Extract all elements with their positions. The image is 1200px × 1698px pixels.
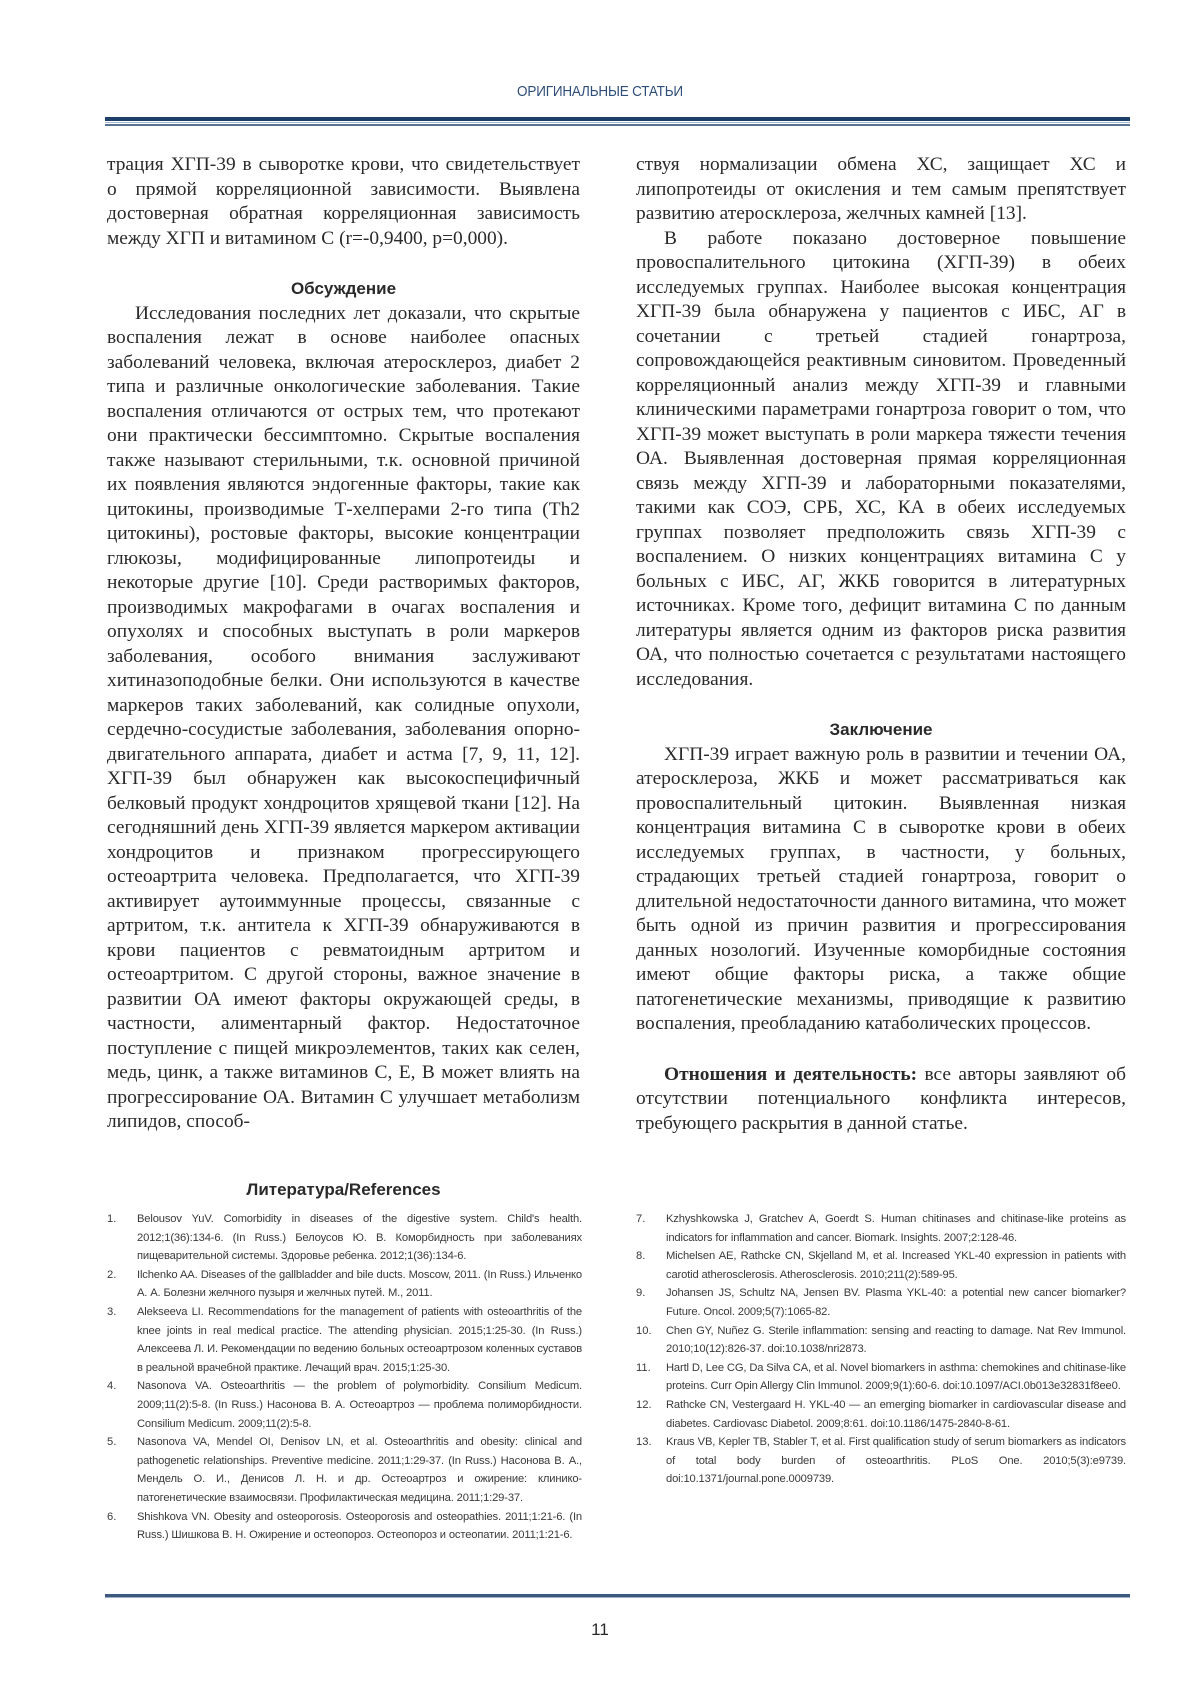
footer-rule-thin (105, 1597, 1130, 1598)
conclusion-heading: Заключение (829, 720, 933, 739)
left-column (107, 153, 580, 1135)
reference-item (107, 1377, 582, 1433)
header-rule-thin (105, 122, 1130, 123)
disclosure-lead: Отношения и деятельность: (664, 1063, 918, 1085)
reference-number: 4. (107, 1380, 117, 1393)
reference-item (636, 1210, 1126, 1247)
page-number: 11 (591, 1620, 609, 1639)
reference-number: 13. (636, 1436, 652, 1449)
reference-text: Michelsen AE, Rathcke CN, Skjelland M, et al. Increased YKL-40 expression in patients with carotid atherosclerosis. Atherosclerosis. 2010;211(2):589-95. (666, 1250, 1126, 1281)
findings-paragraph: В работе показано достоверное повышение провоспалительного цитокина (ХГП-39) в обеих исследуемых группах. Наиболее высокая концентрация ХГП-39 была обнаружена у пациентов с ИБС, АГ в сочетании с третьей стадией гонартроза, сопровождающейся реактивным синовитом. Проведенный корреляционный анализ между ХГП-39 и главными клиническими параметрами гонартроза говорит о том, что ХГП-39 может выступать в роли маркера тяжести течения ОА. Выявленная достоверная прямая корреляционная связь между ХГП-39 и лабораторными показателями, такими как СОЭ, СРБ, ХС, КА в обеих исследуемых группах позволяет предположить связь ХГП-39 с воспалением. О низких концентрациях витамина С у больных с ИБС, АГ, ЖКБ говорится в литературных источниках. Кроме того, дефицит витамина С по данным литературы является одним из факторов риска развития ОА, что полностью сочетается с результатами настоящего исследования. (636, 227, 1126, 690)
reference-number: 1. (107, 1213, 117, 1225)
disclosure-text: все авторы заявляют об отсутствии потенциального конфликта интересов, требующего раскрытия в данной статье. (636, 1063, 1126, 1134)
continuation-paragraph: ствуя нормализации обмена ХС, защищает ХС и липопротеиды от окисления и тем самым препятствует развитию атеросклероза, желчных камней [13]. (636, 154, 1126, 224)
references-list-left (107, 1210, 582, 1545)
reference-number: 7. (636, 1213, 646, 1225)
discussion-paragraph: Исследования последних лет доказали, что скрытые воспаления лежат в основе наиболее опасных заболеваний человека, включая атеросклероз, диабет 2 типа и различные онкологические заболевания. Такие воспаления отличаются от острых тем, что протекают они практически бессимптомно. Скрытые воспаления также называют стерильными, т.к. основной причиной их появления являются эндогенные факторы, такие как цитокины, производимые Т-хелперами 2-го типа (Th2 цитокины), ростовые факторы, высокие концентрации глюкозы, модифицированные липопротеиды и некоторые другие [10]. Среди растворимых факторов, производимых макрофагами в очагах воспаления и опухолях и способных выступать в роли маркеров заболевания, особого внимания заслуживают хитиназоподобные белки. Они используются в качестве маркеров таких заболеваний, как солидные опухоли, сердечно-сосудистые заболевания, заболевания опорно-двигательного аппарата, диабет и астма [7, 9, 11, 12]. ХГП-39 был обнаружен как высокоспецифичный белковый продукт хондроцитов хрящевой ткани [12]. На сегодняшний день ХГП-39 является маркером активации хондроцитов и признаком прогрессирующего остеоартрита человека. Предполагается, что ХГП-39 активирует аутоиммунные процессы, связанные с артритом, т.к. антитела к ХГП-39 обнаруживаются в крови пациентов с ревматоидным артритом и остеоартритом. С другой стороны, важное значение в развитии ОА имеют факторы окружающей среды, в частности, алиментарный фактор. Недостаточное поступление с пищей микроэлементов, таких как селен, медь, цинк, а также витаминов С, Е, В может влиять на прогрессирование ОА. Витамин С улучшает метаболизм липидов, способ- (107, 302, 580, 1132)
disclosure-paragraph (636, 1063, 1126, 1137)
right-column (636, 153, 1126, 1136)
reference-number: 2. (107, 1268, 117, 1281)
reference-text: Nasonova VA, Mendel OI, Denisov LN, et al. Osteoarthritis and obesity: clinical and pathogenetic relationships. Preventive medicine. 2011;1:29-37. (In Russ.) Насонова В. А., Мендель О. И., Денисов Л. Н. и др. Остеоартроз и ожирение: клинико-патогенетические взаимосвязи. Профилактическая медицина. 2011;1:29-37. (137, 1436, 582, 1504)
reference-text: Rathcke CN, Vestergaard H. YKL-40 — an emerging biomarker in cardiovascular disease and diabetes. Cardiovasc Diabetol. 2009;8:61. doi:10.1186/1475-2840-8-61. (666, 1398, 1126, 1430)
header-rule-lower (105, 124, 1130, 126)
reference-item (636, 1359, 1126, 1396)
reference-number: 11. (636, 1361, 651, 1374)
reference-number: 3. (107, 1305, 117, 1318)
reference-text: Ilchenko AA. Diseases of the gallbladder and bile ducts. Moscow, 2011. (In Russ.) Ильченко А. А. Болезни желчного пузыря и желчных путей. М., 2011. (137, 1268, 582, 1300)
reference-number: 6. (107, 1510, 117, 1523)
header-rule (105, 117, 1130, 121)
reference-text: Nasonova VA. Osteoarthritis — the problem of polymorbidity. Consilium Medicum. 2009;11(2):5-8. (In Russ.) Насонова В. А. Остеоартроз — проблема полиморбидности. Consilium Medicum. 2009;11(2):5-8. (137, 1380, 582, 1430)
reference-item (636, 1433, 1126, 1489)
spacer (107, 251, 580, 277)
reference-item (636, 1322, 1126, 1359)
reference-item (107, 1210, 582, 1266)
reference-text: Shishkova VN. Obesity and osteoporosis. Osteoporosis and osteopathies. 2011;1:21-6. (In Russ.) Шишкова В. Н. Ожирение и остеопороз. Остеопороз и остеопатии. 2011;1:21-6. (137, 1510, 582, 1542)
reference-number: 8. (636, 1250, 646, 1263)
reference-text: Kraus VB, Kepler TB, Stabler T, et al. First qualification study of serum biomarkers as indicators of total body burden of osteoarthritis. PLoS One. 2010;5(3):e9739. doi:10.1371/journal.pone.0009739. (666, 1436, 1126, 1486)
reference-text: Johansen JS, Schultz NA, Jensen BV. Plasma YKL-40: a potential new cancer biomarker? Future. Oncol. 2009;5(7):1065-82. (666, 1287, 1126, 1318)
reference-number: 12. (636, 1398, 652, 1411)
conclusion-paragraph: ХГП-39 играет важную роль в развитии и течении ОА, атеросклероза, ЖКБ и может рассматриваться как провоспалительный цитокин. Выявленная низкая концентрация витамина С в сыворотке крови в обеих исследуемых группах, в частности, у больных, страдающих третьей стадией гонартроза, говорит о длительной недостаточности данного витамина, что может быть одной из причин развития и прогрессирования данных нозологий. Изученные коморбидные состояния имеют общие факторы риска, а также общие патогенетические механизмы, приводящие к развитию воспаления, преобладанию катаболических процессов. (636, 743, 1126, 1034)
reference-item (636, 1396, 1126, 1433)
reference-number: 10. (636, 1324, 652, 1337)
discussion-heading: Обсуждение (290, 279, 397, 298)
intro-paragraph: трация ХГП-39 в сыворотке крови, что свидетельствует о прямой корреляционной зависимости. Выявлена достоверная обратная корреляционная зависимость между ХГП и витамином С (r=-0,9400, p=0,000). (107, 154, 580, 249)
reference-text: Belousov YuV. Comorbidity in diseases of the digestive system. Child's health. 2012;1(36):134-6. (In Russ.) Белоусов Ю. В. Коморбидность при заболеваниях пищеварительной системы. Здоровье ребенка. 2012;1(36):134-6. (137, 1213, 582, 1263)
reference-item (107, 1508, 582, 1545)
reference-number: 9. (636, 1287, 646, 1300)
references-list-right (636, 1210, 1126, 1489)
spacer (636, 1037, 1126, 1063)
reference-item (107, 1303, 582, 1377)
reference-text: Alekseeva LI. Recommendations for the management of patients with osteoarthritis of the knee joints in real medical practice. The attending physician. 2015;1:25-30. (In Russ.) Алексеева Л. И. Рекомендации по ведению больных остеоартрозом коленных суставов в реальной врачебной практике. Лечащий врач. 2015;1:25-30. (137, 1305, 582, 1374)
reference-item (636, 1284, 1126, 1321)
spacer (636, 692, 1126, 718)
running-head: ОРИГИНАЛЬНЫЕ СТАТЬИ (517, 83, 683, 100)
reference-item (636, 1247, 1126, 1284)
reference-item (107, 1266, 582, 1303)
reference-item (107, 1433, 582, 1507)
reference-text: Hartl D, Lee CG, Da Silva CA, et al. Novel biomarkers in asthma: chemokines and chitinase-like proteins. Curr Opin Allergy Clin Immunol. 2009;9(1):60-6. doi:10.1097/ACI.0b013e32831f8ee0. (666, 1361, 1126, 1393)
references-heading: Литература/References (246, 1180, 441, 1199)
reference-text: Chen GY, Nuñez G. Sterile inflammation: sensing and reacting to damage. Nat Rev Immunol. 2010;10(12):826-37. doi:10.1038/nri2873. (666, 1324, 1126, 1356)
reference-text: Kzhyshkowska J, Gratchev A, Goerdt S. Human chitinases and chitinase-like proteins as indicators for inflammation and cancer. Biomark. Insights. 2007;2:128-46. (666, 1213, 1126, 1244)
reference-number: 5. (107, 1436, 117, 1449)
